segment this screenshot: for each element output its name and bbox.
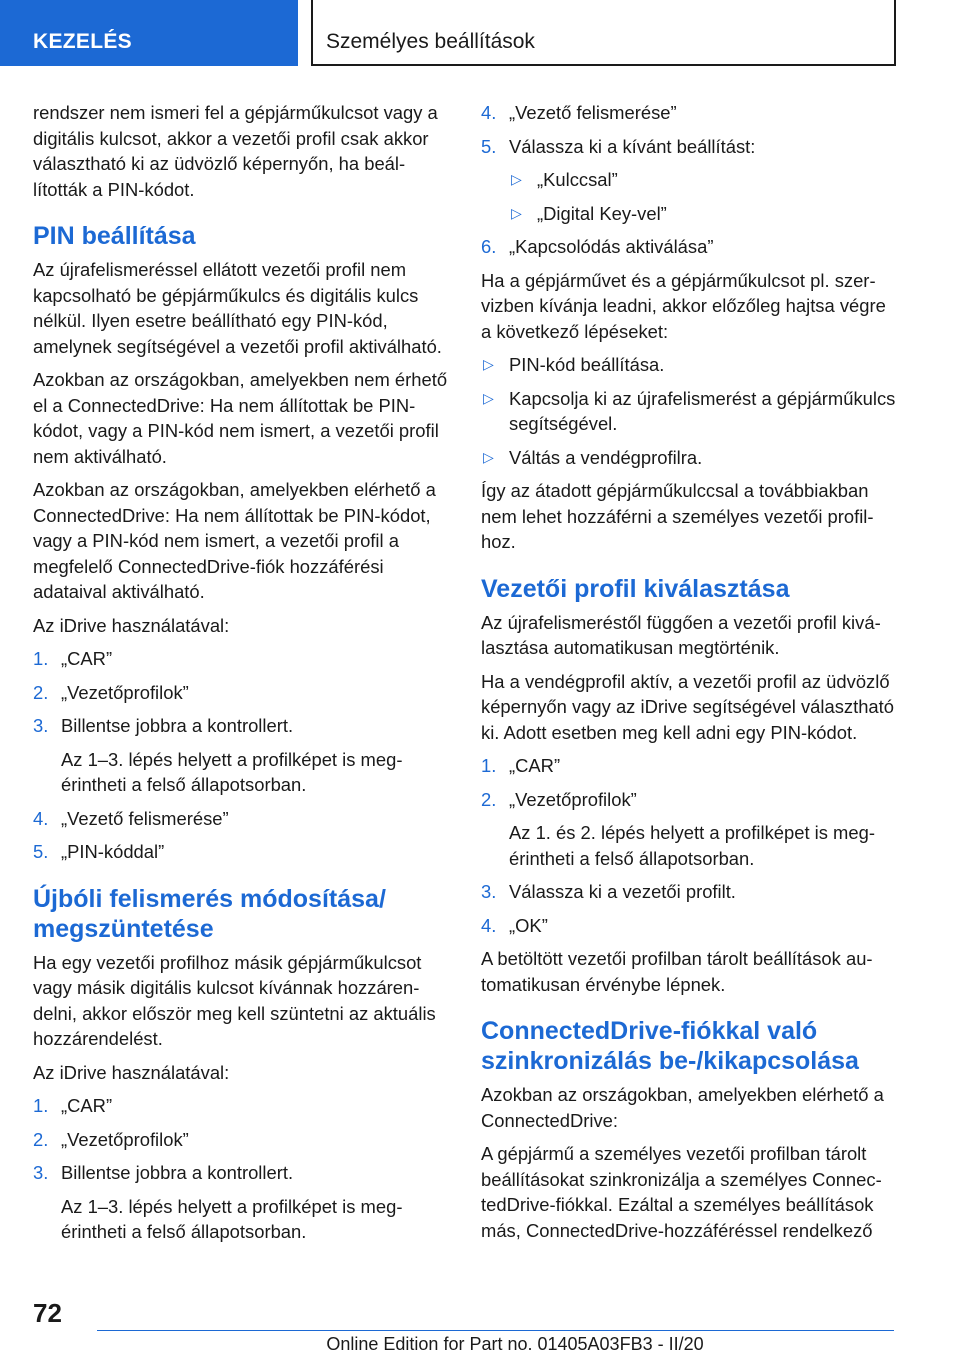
list-item <box>33 680 448 706</box>
paragraph: Az iDrive használatával: <box>33 614 230 636</box>
page-header <box>0 0 960 66</box>
numbered-list <box>481 753 896 812</box>
paragraph: Ha egy vezetői profilhoz másik gépjárműkulcsot vagy másik digitális kulcsot kívánnak hozzárendelni, akkor először meg kell szüntetni az aktuális hozzárendelést. <box>33 951 436 1049</box>
list-item <box>481 134 896 160</box>
triangle-bullet-icon: ▷ <box>483 448 494 465</box>
step-number: 1. <box>481 755 497 776</box>
bullet-text: PIN-kód beállítása. <box>509 354 665 375</box>
header-divider <box>311 0 313 66</box>
list-item <box>33 646 448 672</box>
heading-profile-select: Vezetői profil kiválasztása <box>481 574 790 603</box>
step-number: 3. <box>33 715 49 736</box>
step-number: 4. <box>481 914 497 936</box>
step-number: 2. <box>33 681 49 703</box>
bullet-text: „Kulccsal” <box>537 169 618 190</box>
list-item <box>481 753 896 779</box>
list-item <box>481 100 896 126</box>
numbered-list <box>481 879 896 938</box>
step-number: 4. <box>33 807 49 829</box>
list-item <box>33 713 448 739</box>
list-item <box>33 1160 448 1186</box>
list-item <box>481 386 896 437</box>
chapter-title: Személyes beállítások <box>326 30 535 53</box>
paragraph: Ha a vendégprofil aktív, a vezetői profil az üdvözlő képernyőn vagy az iDrive segítségével választható ki. Adott esetben meg kell adni egy PIN-kódot. <box>481 670 894 743</box>
paragraph: Így az átadott gépjárműkulccsal a továbbiakban nem lehet hozzáférni a személyes vezetői profilhoz. <box>481 480 874 552</box>
step-number: 5. <box>33 841 49 862</box>
page-number: 72 <box>33 1298 62 1328</box>
step-text: „CAR” <box>61 648 113 669</box>
paragraph: Azokban az országokban, amelyekben elérhető a ConnectedDrive: <box>481 1084 884 1131</box>
numbered-list <box>481 100 896 159</box>
step-text: Válassza ki a vezetői profilt. <box>509 881 736 902</box>
heading-reassign: Újbóli felismerés módosítása/ megszüntetése <box>33 884 386 943</box>
list-item <box>509 201 896 227</box>
footer-divider <box>97 1330 894 1331</box>
step-text: Billentse jobbra a kontrollert. <box>61 1162 294 1183</box>
footer-edition: Online Edition for Part no. 01405A03FB3 - II/20 <box>326 1334 704 1354</box>
step-number: 4. <box>481 102 497 123</box>
step-text: „Vezetőprofilok” <box>61 681 189 703</box>
step-number: 2. <box>33 1128 49 1150</box>
step-text: „CAR” <box>509 755 561 776</box>
bullet-text: „Digital Key-vel” <box>537 202 667 224</box>
numbered-list <box>481 234 896 260</box>
step-text: Válassza ki a kívánt beállítást: <box>509 135 756 157</box>
step-text: „CAR” <box>61 1095 113 1116</box>
step-text: „Vezetőprofilok” <box>61 1128 189 1150</box>
list-item <box>509 167 896 193</box>
paragraph: A gépjármű a személyes vezetői profilban tárolt beállításokat szinkronizálja a személyes ConnectedDrive-fiókkal. Ezáltal a személyes beállítások más, ConnectedDrive-hozzáféréssel rendelkező <box>481 1143 882 1241</box>
list-item <box>481 445 896 471</box>
header-border-right <box>894 0 896 66</box>
list-item <box>481 879 896 905</box>
intro-paragraph: rendszer nem ismeri fel a gépjárműkulcsot vagy a digitális kulcsot, akkor a vezetői profil csak akkor választható ki az üdvözlő képernyőn, ha beállították a PIN-kódot. <box>33 102 438 200</box>
paragraph: Ha a gépjárművet és a gépjárműkulcsot pl. szervizben kívánja leadni, akkor előzőleg hajtsa végre a következő lépéseket: <box>481 269 886 342</box>
step-number: 6. <box>481 236 497 257</box>
step-number: 1. <box>33 648 49 669</box>
step-number: 3. <box>33 1162 49 1183</box>
list-item <box>33 806 448 832</box>
paragraph: A betöltött vezetői profilban tárolt beállítások automatikusan érvénybe lépnek. <box>481 948 873 995</box>
step-text: „Kapcsolódás aktiválása” <box>509 236 714 257</box>
step-text: „Vezetőprofilok” <box>509 788 637 810</box>
triangle-bullet-icon: ▷ <box>511 204 522 221</box>
heading-sync: ConnectedDrive-fiókkal való szinkronizálás be-/kikapcsolása <box>481 1017 859 1075</box>
list-item <box>481 234 896 260</box>
numbered-list <box>33 806 448 865</box>
bullet-text: Váltás a vendégprofilra. <box>509 446 703 468</box>
list-item <box>33 1093 448 1119</box>
numbered-list <box>33 646 448 739</box>
sub-bullet-list <box>481 167 896 226</box>
step-note: Az 1. és 2. lépés helyett a profilképet is megérintheti a felső állapotsorban. <box>509 822 875 869</box>
triangle-bullet-icon: ▷ <box>483 356 494 372</box>
paragraph: Az iDrive használatával: <box>33 1061 230 1083</box>
heading-pin: PIN beállítása <box>33 222 196 250</box>
paragraph: Az újrafelismeréstől függően a vezetői profil kiválasztása automatikusan megtörténik. <box>481 611 881 658</box>
step-number: 3. <box>481 881 497 902</box>
step-number: 5. <box>481 135 497 157</box>
triangle-bullet-icon: ▷ <box>511 171 522 187</box>
step-note: Az 1–3. lépés helyett a profilképet is megérintheti a felső állapotsorban. <box>61 1195 403 1242</box>
header-underline <box>311 64 896 66</box>
section-tab: KEZELÉS <box>0 0 298 66</box>
step-note: Az 1–3. lépés helyett a profilképet is megérintheti a felső állapotsorban. <box>61 748 403 795</box>
step-text: Billentse jobbra a kontrollert. <box>61 715 294 736</box>
step-number: 1. <box>33 1095 49 1116</box>
list-item <box>33 839 448 865</box>
bullet-text: Kapcsolja ki az újrafelismerést a gépjárműkulcs segítségével. <box>509 387 896 434</box>
bullet-list <box>481 352 896 470</box>
step-text: „OK” <box>509 914 548 936</box>
left-column <box>33 100 448 1253</box>
paragraph: Azokban az országokban, amelyekben elérhető a ConnectedDrive: Ha nem állítottak be PIN-kódot, vagy a PIN-kód nem ismert, a vezetői profil a megfelelő ConnectedDrive-fiók hozzáférési adataival aktiválható. <box>33 479 436 602</box>
step-text: „Vezető felismerése” <box>509 102 677 123</box>
right-column <box>481 100 896 1251</box>
paragraph: Az újrafelismeréssel ellátott vezetői profil nem kapcsolható be gépjárműkulcs és digitális kulcs nélkül. Ilyen esetre beállítható egy PIN-kód, amelynek segítségével a vezetői profil aktiválható. <box>33 259 442 357</box>
list-item <box>481 787 896 813</box>
list-item <box>481 352 896 378</box>
numbered-list <box>33 1093 448 1186</box>
step-text: „PIN-kóddal” <box>61 841 165 862</box>
step-number: 2. <box>481 788 497 810</box>
step-text: „Vezető felismerése” <box>61 807 229 829</box>
triangle-bullet-icon: ▷ <box>483 389 494 406</box>
list-item <box>481 913 896 939</box>
list-item <box>33 1127 448 1153</box>
paragraph: Azokban az országokban, amelyekben nem érhető el a ConnectedDrive: Ha nem állítottak be PIN-kódot, vagy a PIN-kód nem ismert, a vezetői profil nem aktiválható. <box>33 369 448 467</box>
